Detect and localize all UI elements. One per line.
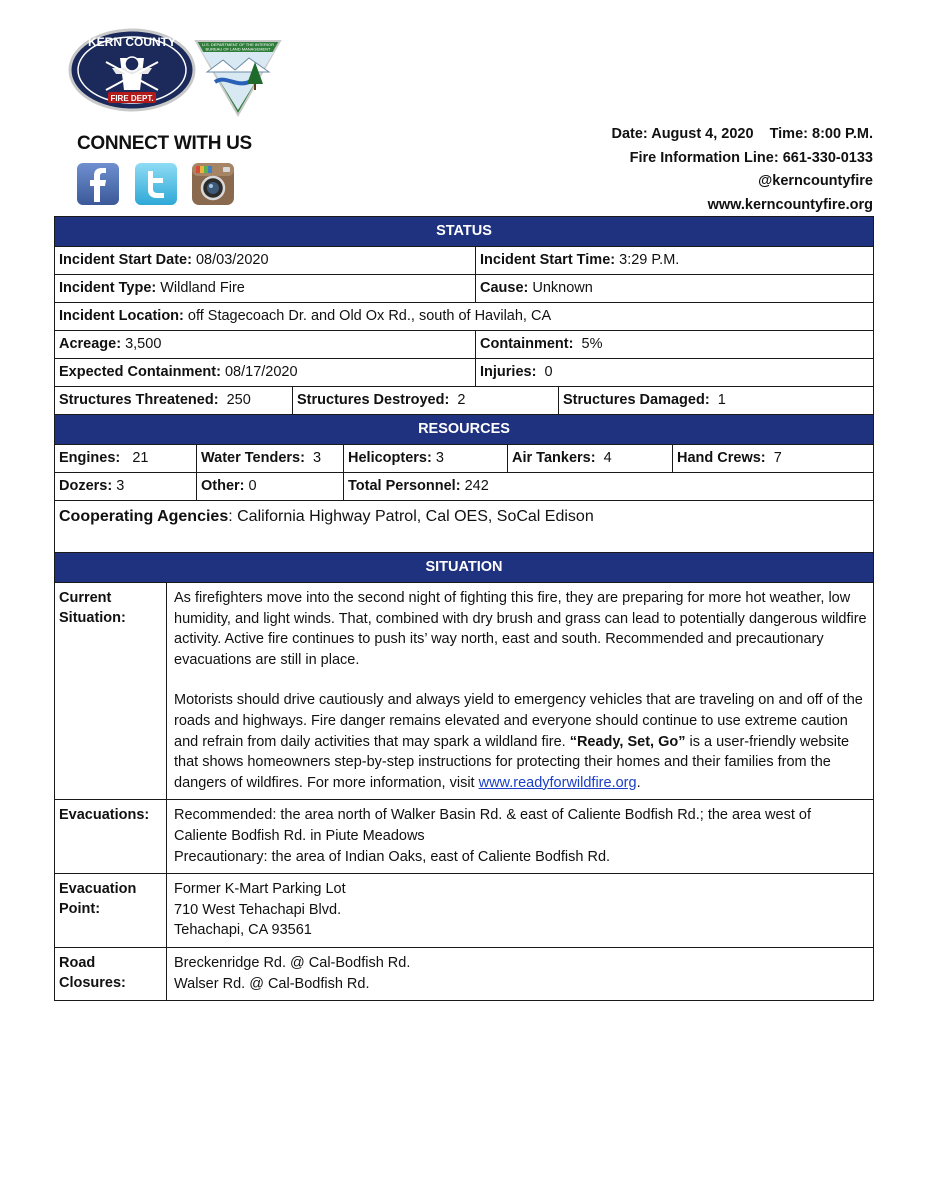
structures-damaged: Structures Damaged: 1 [559,387,874,415]
road-closure-1: Breckenridge Rd. @ Cal-Bodfish Rd. [174,954,411,971]
structures-destroyed: Structures Destroyed: 2 [293,387,559,415]
report-time: Time: 8:00 P.M. [769,126,873,142]
fire-info-line: Fire Information Line: 661-330-0133 [629,149,873,166]
evacuation-precautionary: Precautionary: the area of Indian Oaks, east of Caliente Bodfish Rd. [174,848,611,865]
resources-header: RESOURCES [55,415,874,445]
blm-logo-text-bottom: BUREAU OF LAND MANAGEMENT [205,46,271,52]
engines: Engines: 21 [55,445,197,473]
current-situation-text [167,583,874,800]
total-personnel: Total Personnel: 242 [344,473,874,501]
evacuation-point-name: Former K-Mart Parking Lot [174,881,346,898]
incident-type: Incident Type: Wildland Fire [55,275,476,303]
water-tenders: Water Tenders: 3 [197,445,344,473]
header-info [611,123,873,217]
helicopters: Helicopters: 3 [344,445,508,473]
incident-start-date: Incident Start Date: 08/03/2020 [55,247,476,275]
acreage: Acreage: 3,500 [55,331,476,359]
website: www.kerncountyfire.org [707,196,873,213]
facebook-icon[interactable] [76,162,120,206]
expected-containment: Expected Containment: 08/17/2020 [55,359,476,387]
incident-start-time: Incident Start Time: 3:29 P.M. [476,247,874,275]
status-header: STATUS [55,217,874,247]
situation-header: SITUATION [55,553,874,583]
kern-logo-text-top: KERN COUNTY [87,35,177,49]
evacuation-point-label: Evacuation Point: [55,874,167,948]
connect-heading: CONNECT WITH US [77,133,252,154]
incident-cause: Cause: Unknown [476,275,874,303]
containment: Containment: 5% [476,331,874,359]
evacuation-point-street: 710 West Tehachapi Blvd. [174,901,342,918]
structures-threatened: Structures Threatened: 250 [55,387,293,415]
hand-crews: Hand Crews: 7 [673,445,874,473]
evacuation-recommended: Recommended: the area north of Walker Basin Rd. & east of Caliente Bodfish Rd.; the area west of Caliente Bodfish Rd. in Piute Meadows [174,807,811,844]
date-time-line [611,123,873,147]
injuries: Injuries: 0 [476,359,874,387]
blm-logo [193,38,283,118]
current-situation-paragraph-2: Motorists should drive cautiously and always yield to emergency vehicles that are traveling on and off of the roads and highways. Fire danger remains elevated and everyone should continue to use extreme caution and refrain from daily activities that may spark a wildland fire. “Ready, Set, Go” is a user-friendly website that shows homeowners step-by-step instructions for protecting their homes and their families from the dangers of wildfires. For more information, visit www.readyforwildfire.org. [174,692,863,791]
other-resources: Other: 0 [197,473,344,501]
kern-county-fire-logo [68,28,196,112]
evacuation-point-text [167,874,874,948]
instagram-icon[interactable] [191,162,235,206]
evacuations-text [167,800,874,874]
evacuation-point-city: Tehachapi, CA 93561 [174,922,312,939]
incident-location: Incident Location: off Stagecoach Dr. and Old Ox Rd., south of Havilah, CA [55,303,874,331]
air-tankers: Air Tankers: 4 [508,445,673,473]
twitter-icon[interactable] [134,162,178,206]
evacuations-label: Evacuations: [55,800,167,874]
current-situation-paragraph-1: As firefighters move into the second night of fighting this fire, they are preparing for more hot weather, low humidity, and light winds. That, combined with dry brush and grass can lead to potentially dangerous wildfire activity. Active fire continues to push its’ way north, east and south. Recommended and precautionary evacuations are still in place. [174,590,867,668]
incident-report-table [54,216,874,1001]
twitter-handle: @kerncountyfire [758,173,873,189]
readyforwildfire-link[interactable]: www.readyforwildfire.org [478,774,637,791]
road-closures-text [167,947,874,1000]
road-closures-label: Road Closures: [55,947,167,1000]
kern-logo-text-bottom: FIRE DEPT. [110,94,154,103]
blm-logo-text-top: U.S. DEPARTMENT OF THE INTERIOR [202,42,274,47]
report-date: Date: August 4, 2020 [611,126,754,142]
cooperating-agencies: Cooperating Agencies: California Highway Patrol, Cal OES, SoCal Edison [55,501,874,553]
current-situation-label: Current Situation: [55,583,167,800]
dozers: Dozers: 3 [55,473,197,501]
road-closure-2: Walser Rd. @ Cal-Bodfish Rd. [174,975,370,992]
